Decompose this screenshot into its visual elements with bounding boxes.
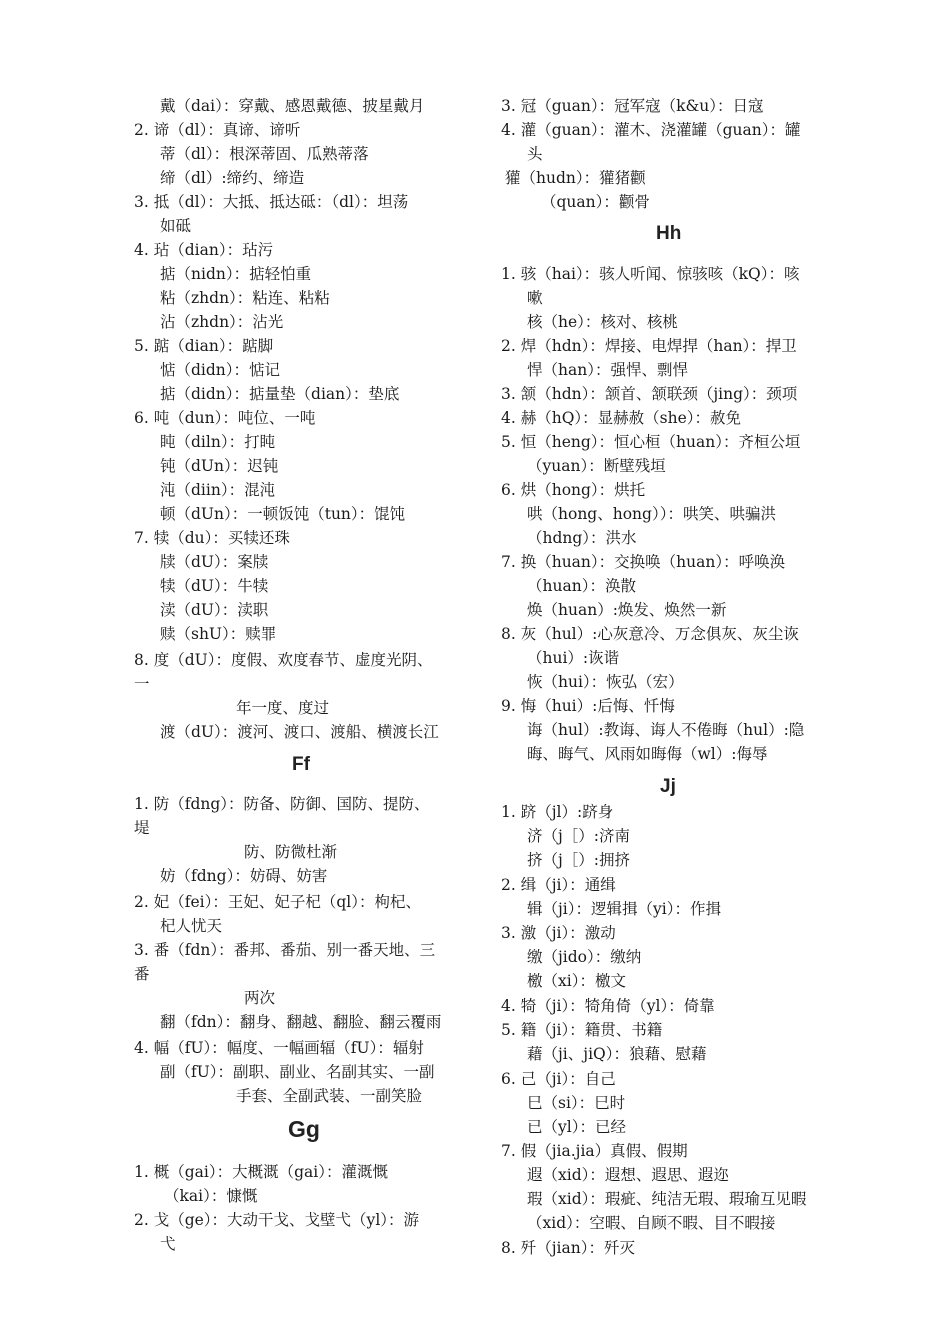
section-heading-g: Gg [288, 1116, 320, 1142]
text-line: 悍（han）：强悍、剽悍 [527, 361, 688, 379]
text-line: 济（j［）:济南 [527, 827, 631, 845]
text-line: 嗽 [527, 289, 543, 307]
text-line: 獾（hudn）：獾猪颧 [505, 169, 646, 187]
text-line: 盹（diln）：打盹 [160, 433, 276, 451]
text-line: 副（fU）：副职、副业、名副其实、一副 [160, 1063, 435, 1081]
text-line: 杞人忧天 [160, 917, 223, 935]
text-line: 5. 籍（ji）：籍贯、书籍 [501, 1021, 663, 1039]
text-line: 6. 吨（dun）：吨位、一吨 [134, 409, 316, 427]
text-line: 2. 谛（dl）：真谛、谛听 [134, 121, 301, 139]
text-line: （xid）：空暇、自顾不暇、目不暇接 [527, 1214, 776, 1232]
text-line: 沾（zhdn）：沾光 [160, 313, 284, 331]
text-line: 恢（hui）：恢弘（宏） [527, 673, 684, 691]
text-line: 弋 [160, 1235, 176, 1253]
text-line: 4. 玷（dian）：玷污 [134, 241, 274, 259]
text-line: 如砥 [160, 217, 192, 235]
text-line: 两次 [244, 989, 276, 1007]
text-line: 1. 跻（jl）:跻身 [501, 803, 614, 821]
text-line: 辑（ji）：逻辑揖（yi）：作揖 [527, 900, 721, 918]
section-heading-f: Ff [292, 754, 310, 775]
text-line: （quan）：颧骨 [541, 193, 650, 211]
text-line: 牍（dU）：案牍 [160, 553, 269, 571]
text-line: 檄（xi）：檄文 [527, 972, 626, 990]
text-line: 9. 悔（hui）:后悔、忏悔 [501, 697, 675, 715]
text-line: 5. 踮（dian）：踮脚 [134, 337, 274, 355]
text-line: 粘（zhdn）：粘连、粘粘 [160, 289, 330, 307]
text-line: 1. 骇（hai）：骇人听闻、惊骇咳（kQ）：咳 [501, 265, 800, 283]
text-line: 渎（dU）：渎职 [160, 601, 269, 619]
text-line: 1. 防（fdng）：防备、防御、国防、提防、 [134, 795, 430, 813]
text-line: 4. 幅（fU）：幅度、一幅画辐（fU）：辐射 [134, 1039, 424, 1057]
text-line: 3. 冠（guan）：冠军寇（k&u）：日寇 [501, 97, 764, 115]
text-line: 8. 歼（jian）：歼灭 [501, 1239, 635, 1257]
text-line: 藉（ji、jiQ）：狼藉、慰藉 [527, 1045, 707, 1063]
text-line: （hdng）：洪水 [527, 529, 637, 547]
text-line: 年一度、度过 [236, 699, 330, 717]
text-line: 戴（dai）：穿戴、感恩戴德、披星戴月 [160, 97, 425, 115]
text-line: 4. 赫（hQ）：显赫赦（she）：赦免 [501, 409, 742, 427]
text-line: 堤 [134, 819, 150, 837]
text-line: 钝（dUn）：迟钝 [160, 457, 279, 475]
text-line: 挤（j［）:拥挤 [527, 851, 631, 869]
text-line: 晦、晦气、风雨如晦侮（wl）:侮辱 [527, 745, 768, 763]
text-line: 焕（huan）:焕发、焕然一新 [527, 601, 727, 619]
text-line: 手套、全副武装、一副笑脸 [236, 1087, 423, 1105]
text-line: 一 [134, 675, 150, 693]
text-line: 惦（didn）：惦记 [160, 361, 281, 379]
text-line: 8. 度（dU）：度假、欢度春节、虚度光阴、 [134, 651, 433, 669]
text-line: 2. 缉（ji）：通缉 [501, 876, 616, 894]
text-line: 赎（shU）：赎罪 [160, 625, 277, 643]
text-line: 7. 假（jia.jia）真假、假期 [501, 1142, 688, 1160]
text-line: 缔（dl）:缔约、缔造 [160, 169, 305, 187]
text-line: 3. 激（ji）：激动 [501, 924, 616, 942]
text-line: （kai）：慷慨 [164, 1187, 258, 1205]
text-line: 8. 灰（hul）:心灰意冷、万念俱灰、灰尘诙 [501, 625, 799, 643]
text-line: 4. 灌（guan）：灌木、浇灌罐（guan）：罐 [501, 121, 801, 139]
text-line: （yuan）：断壁残垣 [527, 457, 666, 475]
text-line: 掂（nidn）：掂轻怕重 [160, 265, 312, 283]
text-line: 6. 己（ji）：自己 [501, 1070, 616, 1088]
text-line: 核（he）：核对、核桃 [527, 313, 678, 331]
text-line: 3. 颔（hdn）：颔首、颔联颈（jing）：颈项 [501, 385, 798, 403]
text-line: 诲（hul）:教诲、诲人不倦晦（hul）:隐 [527, 721, 805, 739]
text-line: 蒂（dl）：根深蒂固、瓜熟蒂落 [160, 145, 369, 163]
text-line: 缴（jido）：缴纳 [527, 948, 642, 966]
text-line: 妨（fdng）：妨碍、妨害 [160, 867, 328, 885]
text-line: 巳（si）：巳时 [527, 1094, 626, 1112]
section-heading-j: Jj [660, 776, 676, 797]
section-heading-h: Hh [656, 223, 682, 244]
text-line: 顿（dUn）：一顿饭饨（tun）：馄饨 [160, 505, 406, 523]
text-line: 2. 戈（ge）：大动干戈、戈壁弋（yl）：游 [134, 1211, 420, 1229]
text-line: 头 [527, 145, 543, 163]
text-line: 4. 犄（ji）：犄角倚（yl）：倚靠 [501, 997, 715, 1015]
text-line: 6. 烘（hong）：烘托 [501, 481, 646, 499]
text-line: 3. 番（fdn）：番邦、番茄、别一番天地、三 [134, 941, 436, 959]
text-line: （huan）：涣散 [527, 577, 636, 595]
text-line: 5. 恒（heng）：恒心桓（huan）：齐桓公垣 [501, 433, 801, 451]
text-line: 1. 概（gai）：大概溉（gai）：灌溉慨 [134, 1163, 388, 1181]
text-line: 7. 换（huan）：交换唤（huan）：呼唤涣 [501, 553, 786, 571]
text-line: 掂（didn）：掂量垫（dian）：垫底 [160, 385, 400, 403]
text-line: 已（yl）：已经 [527, 1118, 626, 1136]
text-line: （hui）:诙谐 [527, 649, 620, 667]
text-line: 2. 妃（fei）：王妃、妃子杞（ql）：枸杞、 [134, 893, 421, 911]
text-line: 沌（diin）：混沌 [160, 481, 276, 499]
text-line: 番 [134, 965, 150, 983]
text-line: 渡（dU）：渡河、渡口、渡船、横渡长江 [160, 723, 439, 741]
text-line: 翻（fdn）：翻身、翻越、翻脸、翻云覆雨 [160, 1013, 442, 1031]
text-line: 2. 焊（hdn）：焊接、电焊捍（han）：捍卫 [501, 337, 797, 355]
text-line: 3. 抵（dl）：大抵、抵达砥：（dl）：坦荡 [134, 193, 409, 211]
text-line: 遐（xid）：遐想、遐思、遐迩 [527, 1166, 729, 1184]
text-line: 犊（dU）：牛犊 [160, 577, 269, 595]
text-line: 哄（hong、hong））：哄笑、哄骗洪 [527, 505, 776, 523]
text-line: 7. 犊（du）：买犊还珠 [134, 529, 290, 547]
text-line: 防、防微杜渐 [244, 843, 338, 861]
text-line: 瑕（xid）：瑕疵、纯洁无瑕、瑕瑜互见暇 [527, 1190, 807, 1208]
